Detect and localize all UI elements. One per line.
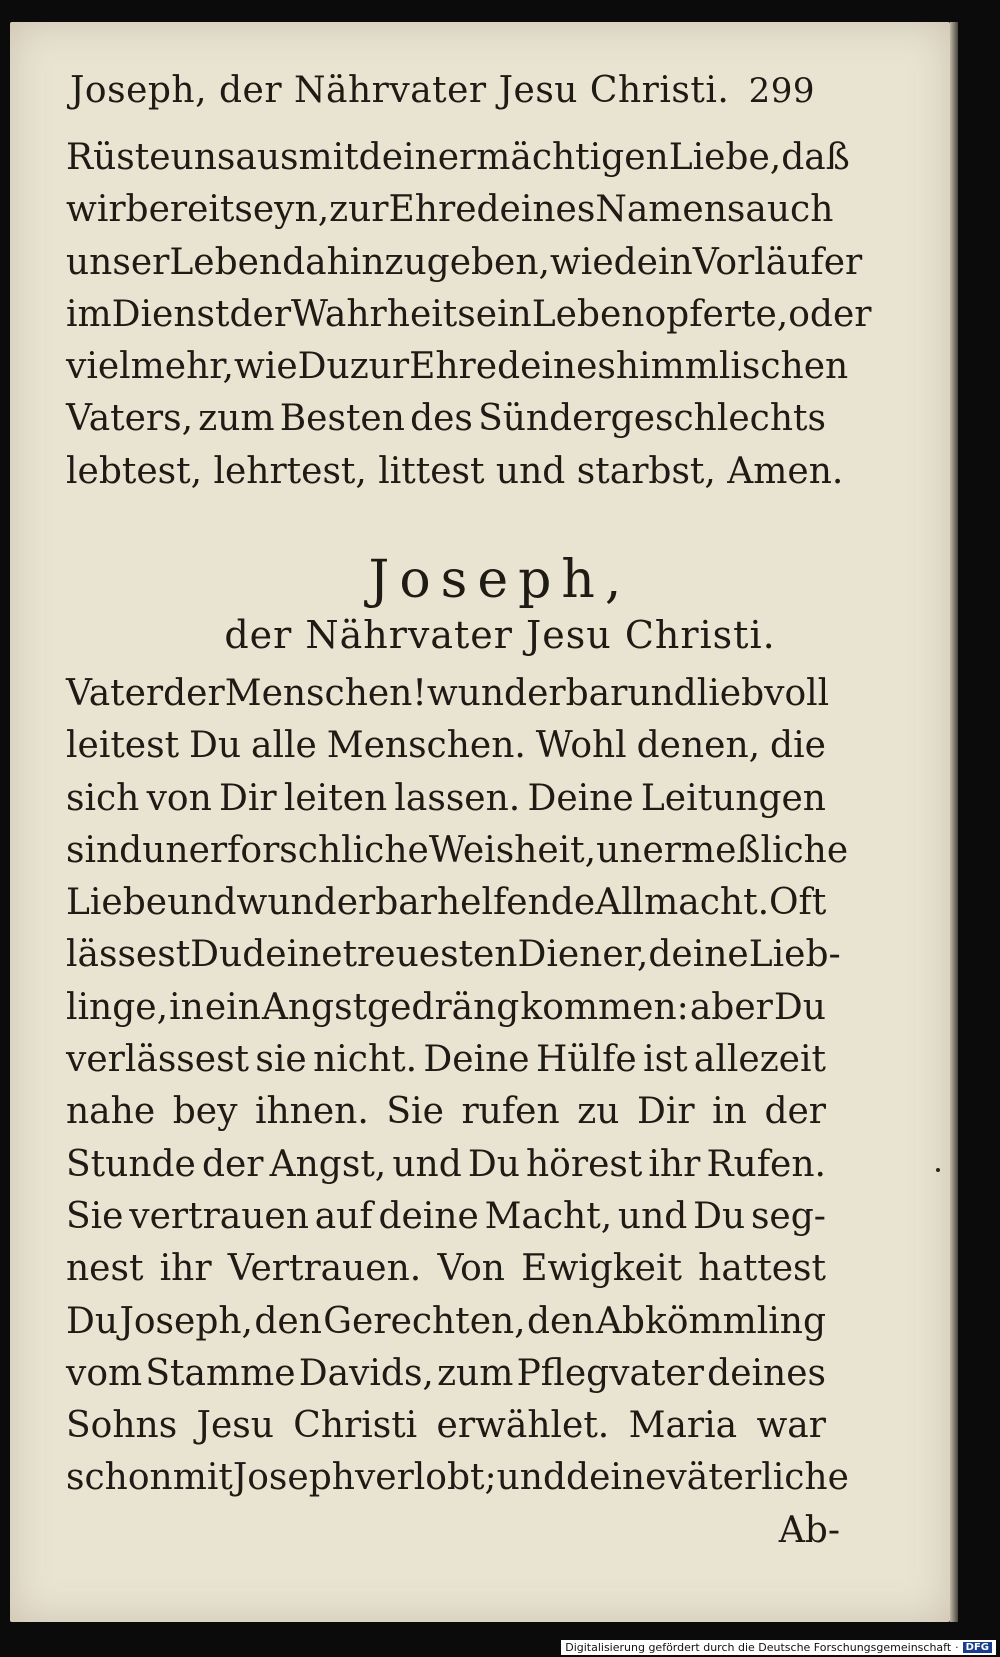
text-line: Du Joseph, den Gerechten, den Abkömmling (66, 1300, 826, 1342)
text-line: Stunde der Angst, und Du hörest ihr Rufen. (66, 1143, 826, 1185)
section-subtitle: der Nährvater Jesu Christi. (224, 613, 776, 657)
text-line: Sie vertrauen auf deine Macht, und Du seg- (66, 1195, 826, 1237)
text-line: leitest Du alle Menschen. Wohl denen, die (66, 725, 826, 767)
text-line: Rüste uns aus mit deiner mächtigen Liebe, daß (66, 137, 850, 178)
running-head-title: Joseph, der Nährvater Jesu Christi. (70, 70, 730, 111)
ink-speck (936, 1168, 940, 1172)
text-line: verlässest sie nicht. Deine Hülfe ist allezeit (66, 1039, 826, 1081)
page-edge (950, 22, 958, 1622)
text-line: schon mit Joseph verlobt; und deine väterliche (66, 1457, 849, 1499)
text-line: vielmehr, wie Du zur Ehre deines himmlischen (66, 346, 849, 388)
footer-credit: Digitalisierung gefördert durch die Deutsche Forschungsgemeinschaft (565, 1641, 952, 1654)
text-line: Vater der Menschen! wunderbar und liebvoll (66, 673, 830, 714)
section-title: Joseph, (368, 550, 632, 610)
page-number: 299 (748, 71, 815, 111)
text-line: nest ihr Vertrauen. Von Ewigkeit hattest (66, 1248, 826, 1290)
running-head (70, 70, 815, 111)
text-line: linge, in ein Angstgedräng kommen: aber Du (66, 986, 826, 1028)
text-line: Sohns Jesu Christi erwählet. Maria war (66, 1405, 826, 1447)
text-line: sind unerforschliche Weisheit, unermeßliche (66, 829, 849, 871)
text-line: vom Stamme Davids, zum Pflegvater deines (66, 1352, 826, 1394)
text-line: Vaters, zum Besten des Sündergeschlechts (66, 398, 826, 440)
text-line: unser Leben dahinzugeben, wie dein Vorläufer (66, 241, 863, 283)
catchword: Ab- (778, 1510, 840, 1551)
text-line: sich von Dir leiten lassen. Deine Leitungen (66, 777, 826, 819)
text-line: wir bereit seyn, zur Ehre deines Namens auch (66, 189, 834, 231)
footer-separator: · (955, 1641, 959, 1654)
prayer-ending (66, 132, 872, 498)
text-line: lebtest, lehrtest, littest und starbst, Amen. (66, 450, 844, 492)
text-line: lässest Du deine treuesten Diener, deine Lieb- (66, 934, 841, 976)
main-text (66, 668, 849, 1505)
digitization-footer (561, 1640, 996, 1655)
text-line: im Dienst der Wahrheit sein Leben opferte, oder (66, 293, 872, 335)
dfg-logo-icon: DFG (963, 1642, 992, 1653)
text-line: Liebe und wunderbar helfende Allmacht. Oft (66, 882, 827, 924)
text-line: nahe bey ihnen. Sie rufen zu Dir in der (66, 1091, 826, 1133)
